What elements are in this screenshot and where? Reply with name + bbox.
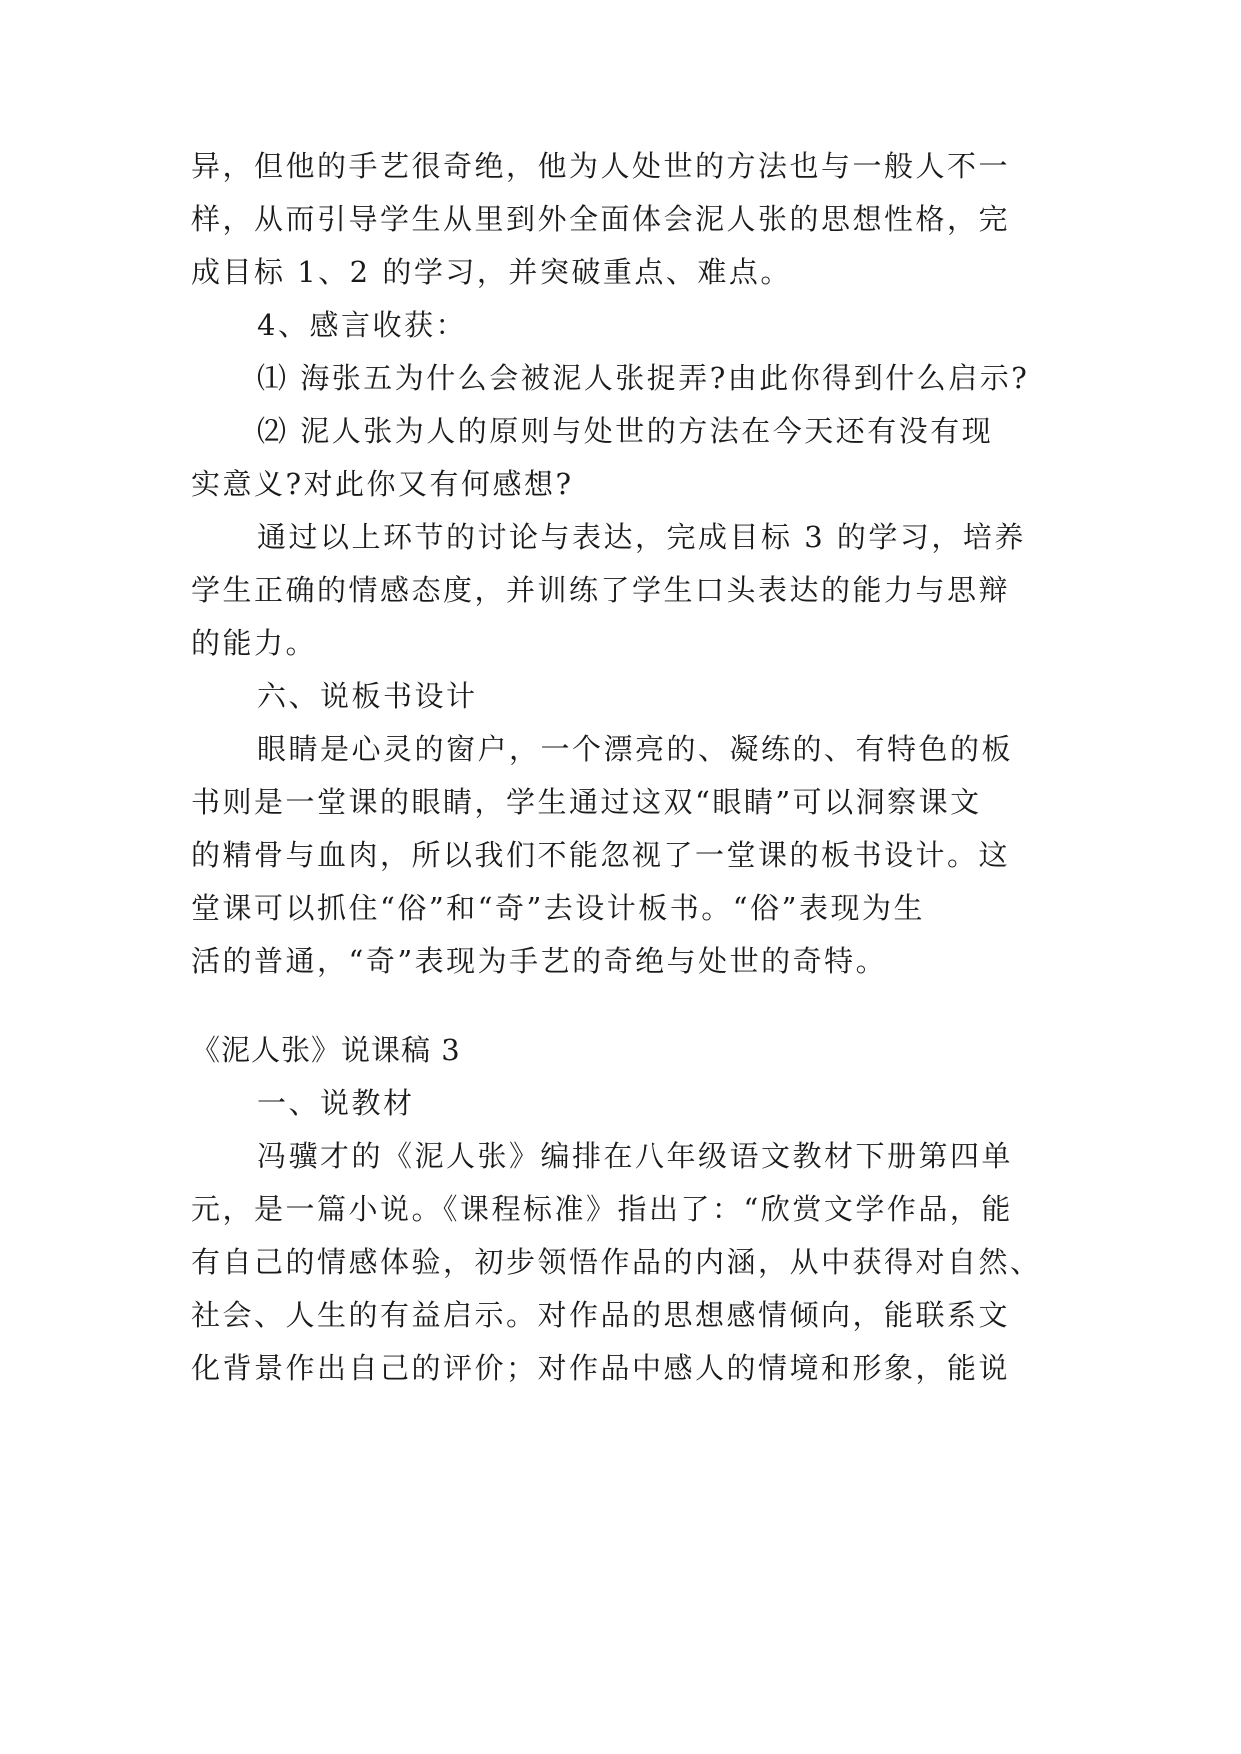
paragraph-line: 书则是一堂课的眼睛，学生通过这双“眼睛”可以洞察课文 <box>191 785 982 819</box>
paragraph-line: 通过以上环节的讨论与表达，完成目标 3 的学习，培养 <box>257 520 1026 554</box>
paragraph-line: 有自己的情感体验，初步领悟作品的内涵，从中获得对自然、 <box>191 1245 1042 1279</box>
paragraph-line: 冯骥才的《泥人张》编排在八年级语文教材下册第四单 <box>257 1139 1014 1173</box>
paragraph-line: 化背景作出自己的评价；对作品中感人的情境和形象，能说 <box>191 1351 1011 1385</box>
paragraph-line: 的能力。 <box>191 626 318 660</box>
paragraph-line: 异，但他的手艺很奇绝，他为人处世的方法也与一般人不一 <box>191 149 1011 183</box>
paragraph-line: 眼睛是心灵的窗户，一个漂亮的、凝练的、有特色的板 <box>257 732 1014 766</box>
question-item: ⑴ 海张五为什么会被泥人张捉弄?由此你得到什么启示? <box>257 361 1030 395</box>
document-title: 《泥人张》说课稿 3 <box>191 1033 461 1067</box>
paragraph-line: 的精骨与血肉，所以我们不能忽视了一堂课的板书设计。这 <box>191 838 1011 872</box>
paragraph-line: 元，是一篇小说。《课程标准》指出了：“欣赏文学作品，能 <box>191 1192 1013 1226</box>
paragraph-line: 样，从而引导学生从里到外全面体会泥人张的思想性格，完 <box>191 202 1011 236</box>
section-subheading: 4、感言收获： <box>257 308 467 342</box>
paragraph-line: 堂课可以抓住“俗”和“奇”去设计板书。“俗”表现为生 <box>191 891 925 925</box>
question-item: ⑵ 泥人张为人的原则与处世的方法在今天还有没有现 <box>257 414 994 448</box>
paragraph-line: 学生正确的情感态度，并训练了学生口头表达的能力与思辩 <box>191 573 1011 607</box>
section-heading: 六、说板书设计 <box>257 679 478 713</box>
paragraph-line: 实意义?对此你又有何感想? <box>191 467 574 501</box>
paragraph-line: 成目标 1、2 的学习，并突破重点、难点。 <box>191 255 792 289</box>
section-heading: 一、说教材 <box>257 1086 415 1120</box>
paragraph-line: 活的普通，“奇”表现为手艺的奇绝与处世的奇特。 <box>191 944 888 978</box>
paragraph-line: 社会、人生的有益启示。对作品的思想感情倾向，能联系文 <box>191 1298 1011 1332</box>
